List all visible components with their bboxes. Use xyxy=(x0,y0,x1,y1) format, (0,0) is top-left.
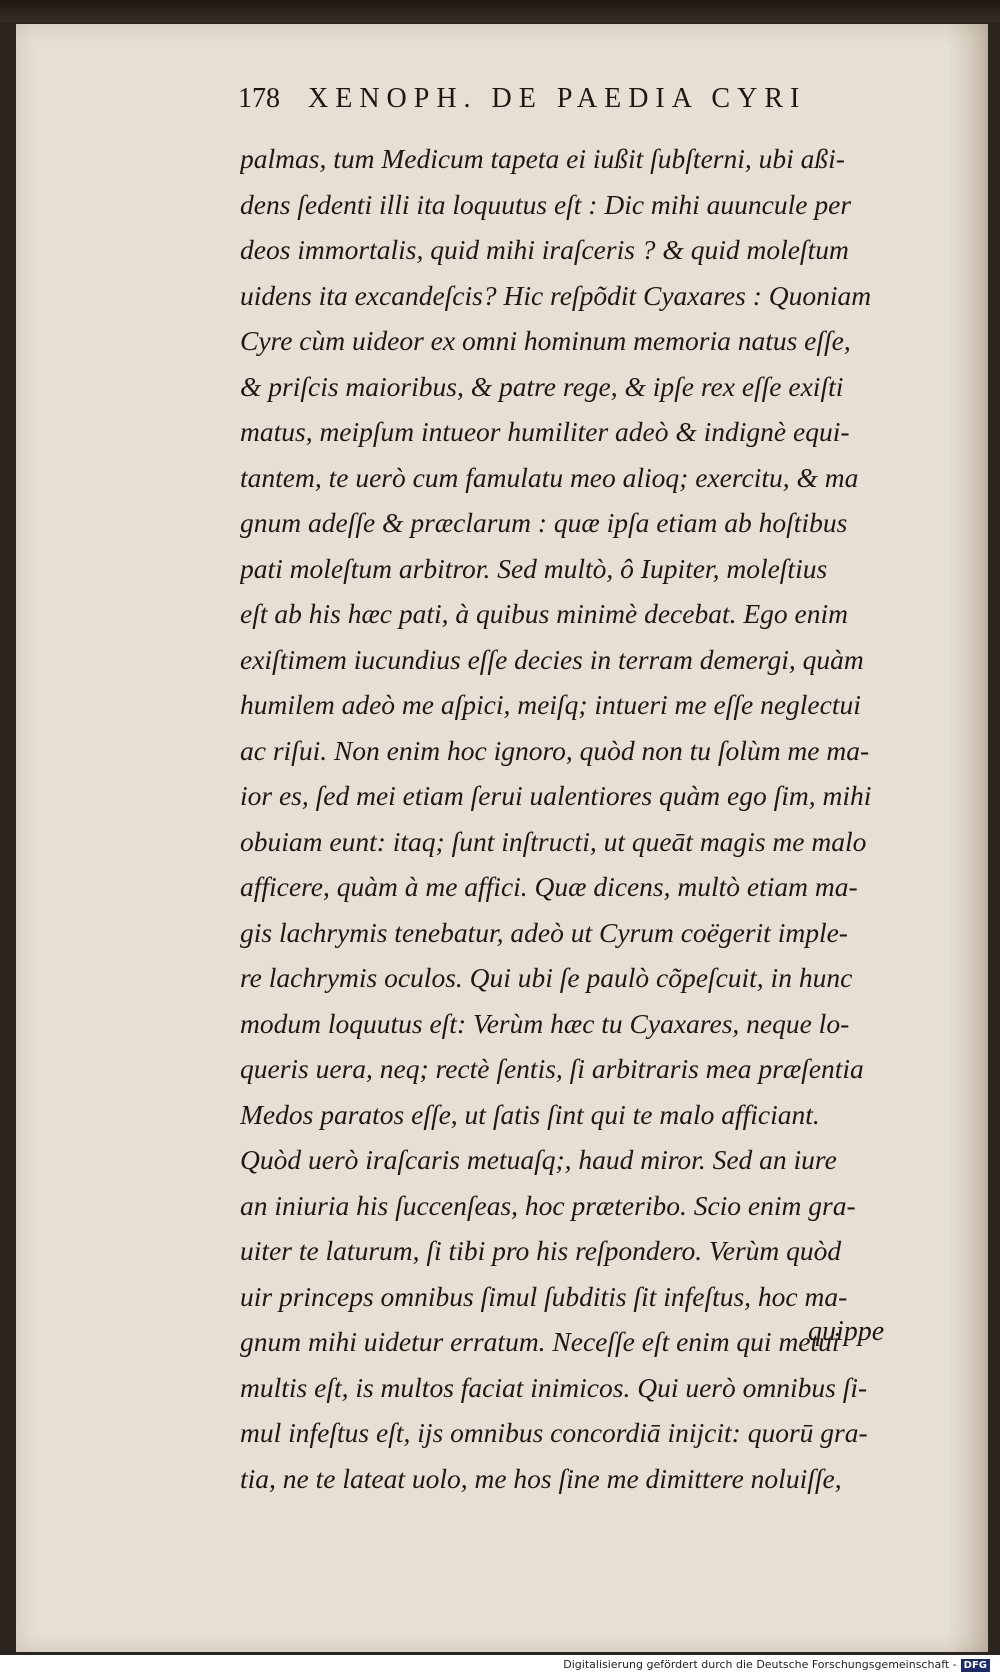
text-line: tantem, te uerò cum famulatu meo alioq; exercitu, & ma xyxy=(240,461,859,493)
text-line: palmas, tum Medicum tapeta ei iußit ſubſterni, ubi aßi- xyxy=(240,143,845,174)
text-line: Cyre cùm uideor ex omni hominum memoria natus eſſe, xyxy=(240,325,851,356)
text-line: uidens ita excandeſcis? Hic reſpõdit Cyaxares : Quoniam xyxy=(240,279,872,311)
page-number: 178 xyxy=(238,83,280,114)
text-line: multis eſt, is multos faciat inimicos. Qui uerò omnibus ſi- xyxy=(240,1371,868,1403)
text-line: eſt ab his hæc pati, à quibus minimè decebat. Ego enim xyxy=(240,598,848,629)
text-line: & priſcis maioribus, & patre rege, & ipſe rex eſſe exiſti xyxy=(240,370,844,402)
scan-top-edge xyxy=(0,0,1000,22)
text-line: gnum mihi uidetur erratum. Neceſſe eſt enim qui metui xyxy=(240,1326,840,1357)
text-line: queris uera, neq; rectè ſentis, ſi arbitraris mea præſentia xyxy=(240,1053,864,1084)
text-line: pati moleſtum arbitror. Sed multò, ô Iupiter, moleſtius xyxy=(240,552,828,584)
dfg-logo: DFG xyxy=(961,1659,990,1672)
text-line: deos immortalis, quid mihi iraſceris ? & quid moleſtum xyxy=(240,234,849,265)
text-line: Quòd uerò iraſcaris metuaſq;, haud miror. Sed an iure xyxy=(240,1144,837,1175)
text-line: gnum adeſſe & præclarum : quæ ipſa etiam ab hoſtibus xyxy=(240,507,848,538)
page-header xyxy=(238,83,878,119)
text-line: uir princeps omnibus ſimul ſubditis ſit infeſtus, hoc ma- xyxy=(240,1280,848,1312)
text-line: re lachrymis oculos. Qui ubi ſe paulò cõpeſcuit, in hunc xyxy=(240,962,853,993)
text-line: mul infeſtus eſt, ijs omnibus concordiā inijcit: quorū gra- xyxy=(240,1417,868,1448)
text-line: obuiam eunt: itaq; ſunt inſtructi, ut queāt magis me malo xyxy=(240,825,867,857)
text-line: ior es, ſed mei etiam ſerui ualentiores quàm ego ſim, mihi xyxy=(240,780,872,811)
text-line: modum loquutus eſt: Verùm hæc tu Cyaxares, neque lo- xyxy=(240,1007,850,1039)
running-head: XENOPH. DE PAEDIA CYRI xyxy=(308,83,807,114)
text-line: exiſtimem iucundius eſſe decies in terram demergi, quàm xyxy=(240,643,864,675)
digitization-credit xyxy=(563,1658,990,1672)
text-line: tia, ne te lateat uolo, me hos ſine me dimittere noluiſſe, xyxy=(240,1462,842,1494)
catchword: quippe xyxy=(808,1316,885,1347)
credit-text: Digitalisierung gefördert durch die Deutsche Forschungsgemeinschaft - xyxy=(563,1658,957,1671)
text-line: gis lachrymis tenebatur, adeò ut Cyrum coëgerit imple- xyxy=(240,916,848,948)
text-line: ac riſui. Non enim hoc ignoro, quòd non tu ſolùm me ma- xyxy=(240,734,870,766)
text-line: uiter te laturum, ſi tibi pro his reſpondero. Verùm quòd xyxy=(240,1235,842,1266)
text-line: afficere, quàm à me affici. Quæ dicens, multò etiam ma- xyxy=(240,871,858,902)
gutter-shadow xyxy=(948,24,988,1652)
text-line: humilem adeò me aſpici, meiſq; intueri me eſſe neglectui xyxy=(240,689,861,720)
text-line: an iniuria his ſuccenſeas, hoc præteribo. Scio enim gra- xyxy=(240,1189,856,1221)
text-line: Medos paratos eſſe, ut ſatis ſint qui te malo afficiant. xyxy=(240,1098,820,1130)
text-line: dens ſedenti illi ita loquutus eſt : Dic mihi auuncule per xyxy=(240,188,852,220)
text-line: matus, meipſum intueor humiliter adeò & indignè equi- xyxy=(240,416,850,447)
